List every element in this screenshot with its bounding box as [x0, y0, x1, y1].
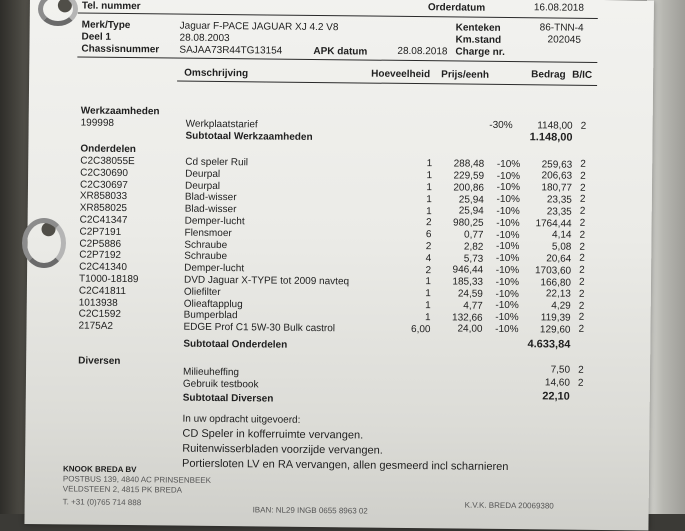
part-desc: Olieaftapplug	[183, 298, 243, 310]
footer-postbus: POSTBUS 139, 4840 AC PRINSENBEEK	[62, 474, 212, 485]
brand-label: Merk/Type	[81, 19, 131, 32]
part-desc: Blad-wisser	[184, 192, 237, 204]
labor-amount: 1148,00	[537, 120, 573, 132]
part-price: 2,82	[463, 241, 484, 253]
part-amount: 4,29	[551, 300, 571, 312]
footer-address: VELDSTEEN 2, 4815 PK BREDA	[62, 484, 183, 495]
part-vat: 2	[578, 300, 585, 312]
part-qty: 1	[425, 288, 431, 300]
part-vat: 2	[580, 158, 586, 170]
part-amount: 1703,60	[534, 265, 572, 277]
part-qty: 1	[426, 182, 433, 194]
part-code: C2P7191	[79, 226, 122, 238]
part-amount: 259,63	[541, 158, 573, 171]
part-amount: 23,35	[546, 206, 572, 218]
part-price: 24,00	[457, 323, 483, 336]
chassis-label: Chassisnummer	[81, 43, 160, 56]
part-vat: 2	[579, 206, 586, 218]
misc-row-desc: Gebruik testbook	[182, 378, 259, 391]
part-discount: -10%	[496, 217, 520, 229]
charge-label: Charge nr.	[455, 46, 505, 58]
part-price: 185,33	[452, 276, 484, 288]
parts-subtotal-value: 4.633,84	[527, 338, 571, 351]
misc-row-desc: Milieuheffing	[182, 366, 240, 379]
part-qty: 1	[426, 205, 432, 217]
col-vat: B/IC	[572, 69, 593, 81]
part-price: 24,59	[457, 288, 483, 300]
part-code: 1013938	[78, 297, 118, 309]
part-vat: 2	[579, 217, 586, 229]
part-code: C2C30697	[79, 179, 128, 191]
part-amount: 119,39	[540, 312, 571, 324]
part-discount: -10%	[496, 170, 521, 182]
column-divider	[177, 81, 597, 86]
part-qty: 6	[425, 229, 432, 241]
section-onderdelen: Onderdelen	[80, 143, 137, 156]
part-qty: 4	[425, 253, 432, 265]
part-code: C2C41811	[78, 285, 127, 297]
misc-subtotal-label: Subtotaal Diversen	[182, 392, 274, 405]
part-desc: Bumperblad	[183, 310, 238, 322]
notes-intro: In uw opdracht uitgevoerd:	[182, 413, 301, 426]
footer-kvk: K.V.K. BREDA 20069380	[464, 500, 554, 511]
km-value: 202045	[547, 34, 581, 46]
part-desc: Schraube	[184, 239, 228, 251]
part-desc: Demper-lucht	[184, 262, 245, 275]
labor-vat: 2	[580, 120, 587, 132]
part-code: C2C38055E	[80, 155, 135, 168]
part-amount: 4,14	[551, 229, 572, 241]
part-price: 25,94	[458, 205, 484, 218]
misc-row-vat: 2	[578, 364, 584, 376]
labor-discount: -30%	[489, 119, 513, 132]
part-price: 200,86	[453, 182, 485, 194]
col-description: Omschrijving	[184, 67, 249, 80]
part-vat: 2	[579, 182, 586, 194]
part1-label: Deel 1	[81, 31, 112, 43]
part-desc: Deurpal	[184, 180, 221, 192]
part-amount: 166,80	[540, 276, 572, 289]
part-discount: -10%	[495, 312, 519, 324]
header-divider	[78, 13, 598, 19]
footer-company: KNOOK BREDA BV	[62, 464, 137, 475]
part-vat: 2	[578, 324, 585, 336]
part-discount: -10%	[495, 276, 520, 288]
part-code: C2C30690	[80, 167, 128, 179]
part-code: XR858025	[79, 202, 128, 215]
footer-phone: T. +31 (0)765 714 888	[62, 497, 142, 508]
part-price: 229,59	[453, 170, 485, 182]
col-unit-price: Prijs/eenh	[441, 69, 490, 81]
part-qty: 2	[426, 217, 432, 229]
part-discount: -10%	[495, 241, 520, 253]
section-werkzaamheden: Werkzaamheden	[80, 105, 160, 118]
part-vat: 2	[579, 241, 586, 253]
tel-label: Tel. nummer	[81, 0, 141, 13]
part-vat: 2	[579, 265, 585, 277]
part-vat: 2	[580, 170, 586, 182]
part-desc: DVD Jaguar X-TYPE tot 2009 navteq	[183, 274, 350, 288]
part-discount: -10%	[495, 300, 519, 312]
part-desc: Deurpal	[185, 168, 221, 180]
labor-subtotal-value: 1.148,00	[529, 131, 573, 144]
part-code: C2C41340	[79, 261, 128, 274]
part-discount: -10%	[496, 205, 520, 218]
part-qty: 1	[426, 194, 432, 206]
part-discount: -10%	[496, 229, 520, 241]
part-price: 0,77	[463, 229, 484, 241]
part-discount: -10%	[495, 253, 520, 265]
part-discount: -10%	[496, 158, 521, 170]
misc-row-vat: 2	[577, 377, 584, 389]
part-price: 132,66	[451, 311, 483, 324]
part-qty: 1	[426, 158, 433, 170]
binder-ring	[22, 218, 66, 268]
misc-row-amount: 14,60	[544, 377, 571, 389]
part-qty: 1	[426, 170, 433, 182]
part-discount: -10%	[495, 323, 519, 336]
part-desc: Flensmoer	[184, 227, 232, 239]
part-amount: 22,13	[545, 288, 571, 300]
part-vat: 2	[579, 253, 585, 265]
part-discount: -10%	[495, 288, 519, 300]
part-amount: 23,35	[546, 194, 572, 206]
part-desc: EDGE Prof C1 5W-30 Bulk castrol	[183, 321, 336, 335]
part-code: C2C1592	[78, 308, 121, 321]
misc-row-amount: 7,50	[550, 364, 571, 376]
part-vat: 2	[579, 194, 586, 206]
part-amount: 129,60	[539, 324, 571, 336]
apk-label: APK datum	[313, 45, 368, 58]
parts-subtotal-label: Subtotaal Onderdelen	[183, 338, 288, 351]
part-code: T1000-18189	[78, 273, 139, 286]
part-price: 25,94	[458, 194, 484, 206]
part-desc: Schraube	[184, 251, 228, 263]
part-code: C2C41347	[79, 214, 128, 227]
invoice-paper	[24, 0, 654, 531]
part-qty: 6,00	[410, 323, 431, 335]
part-amount: 206,63	[541, 170, 573, 182]
part-code: C2P5886	[79, 238, 122, 250]
part-code: 2175A2	[78, 320, 114, 333]
part-price: 5,73	[463, 253, 484, 265]
part-desc: Cd speler Ruil	[185, 156, 249, 169]
col-quantity: Hoeveelheid	[371, 68, 431, 81]
part-discount: -10%	[496, 182, 521, 194]
part-desc: Oliefilter	[183, 286, 221, 298]
misc-subtotal-value: 22,10	[542, 390, 570, 403]
chassis-value: SAJAA73R44TG13154	[179, 44, 283, 57]
notes-line: Ruitenwisserbladen voorzijde vervangen.	[182, 442, 383, 457]
part-qty: 1	[425, 312, 431, 324]
labor-subtotal-label: Subtotaal Werkzaamheden	[185, 130, 313, 143]
part-amount: 20,64	[546, 253, 572, 265]
km-label: Km.stand	[455, 34, 502, 46]
order-date-value: 16.08.2018	[533, 2, 585, 14]
order-date-label: Orderdatum	[427, 2, 486, 14]
section-diversen: Diversen	[78, 355, 121, 367]
part-vat: 2	[578, 288, 585, 300]
part-vat: 2	[579, 229, 586, 241]
part-price: 946,44	[452, 264, 484, 277]
part-discount: -10%	[496, 194, 520, 206]
footer-iban: IBAN: NL29 INGB 0655 8963 02	[252, 505, 368, 516]
part-qty: 2	[425, 264, 432, 276]
col-amount: Bedrag	[531, 69, 566, 81]
part-vat: 2	[578, 312, 585, 324]
part-qty: 2	[425, 241, 432, 253]
part-price: 4,77	[463, 300, 483, 312]
part-price: 288,48	[453, 158, 485, 170]
labor-desc: Werkplaatstarief	[185, 118, 258, 131]
part-vat: 2	[578, 276, 585, 288]
part-amount: 5,08	[551, 241, 572, 253]
part-qty: 1	[425, 300, 431, 312]
apk-value: 28.08.2018	[397, 45, 448, 58]
part-amount: 1764,44	[535, 217, 572, 230]
part-price: 980,25	[452, 217, 484, 229]
part1-value: 28.08.2003	[179, 32, 230, 45]
part-desc: Demper-lucht	[184, 215, 245, 228]
part-amount: 180,77	[541, 182, 573, 194]
part-qty: 1	[425, 276, 432, 288]
plate-label: Kenteken	[455, 22, 501, 34]
plate-value: 86-TNN-4	[539, 22, 584, 34]
part-code: XR858033	[79, 190, 128, 203]
notes-line: Portiersloten LV en RA vervangen, allen gesmeerd incl scharnieren	[182, 457, 509, 474]
brand-value: Jaguar F-PACE JAGUAR XJ 4.2 V8	[179, 20, 339, 34]
notes-line: CD Speler in kofferruimte vervangen.	[182, 427, 364, 442]
part-desc: Blad-wisser	[184, 203, 237, 216]
part-discount: -10%	[495, 264, 520, 277]
part-code: C2P7192	[79, 249, 122, 262]
labor-code: 199998	[80, 117, 115, 129]
